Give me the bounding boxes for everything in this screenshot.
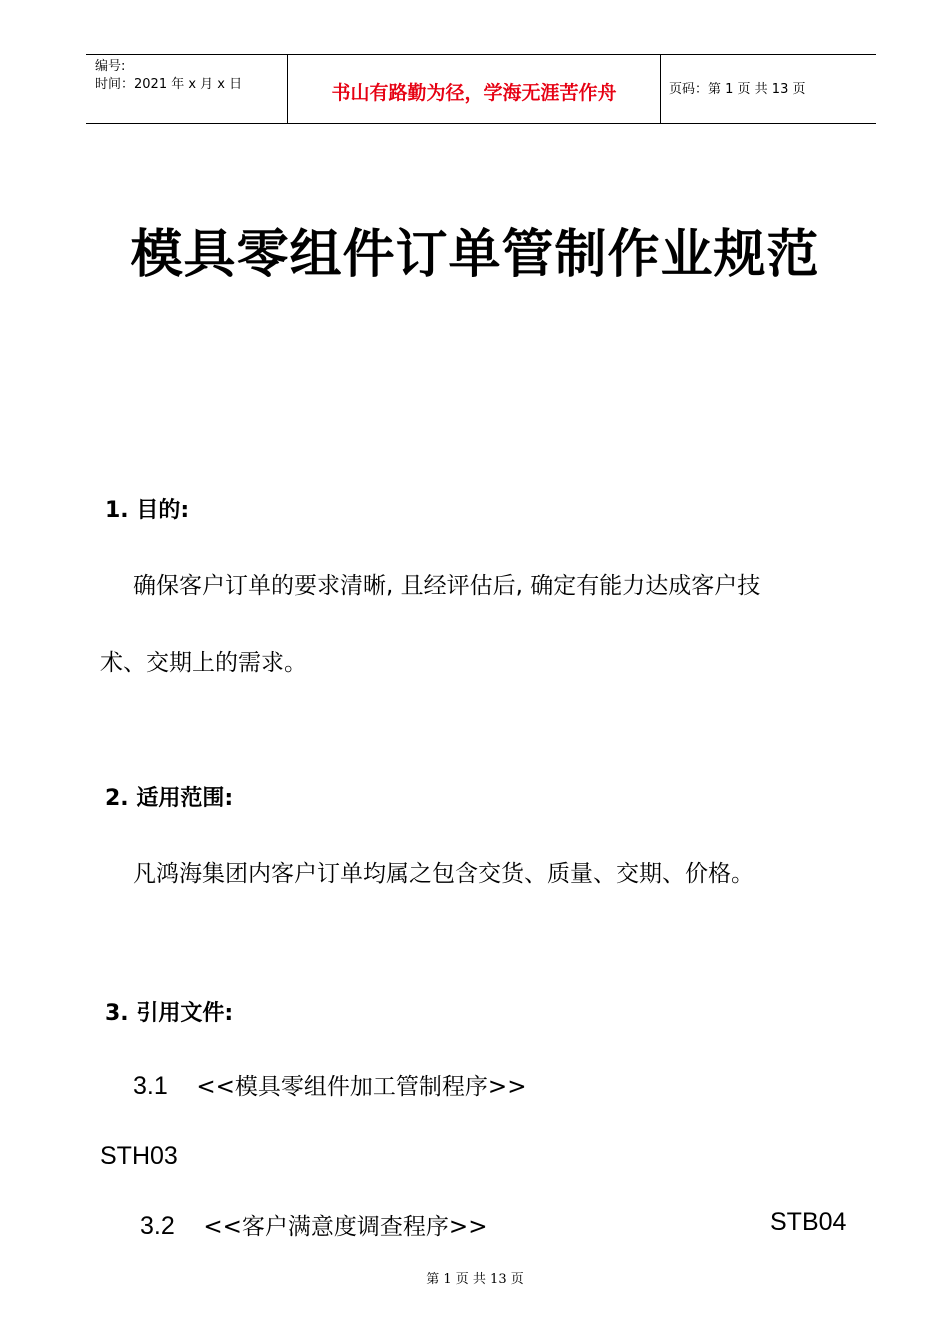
- document-date: 时间：2021 年 x 月 x 日: [95, 77, 243, 92]
- section-heading-scope: 2. 适用范围:: [105, 786, 234, 811]
- page-footer: 第 1 页 共 13 页: [426, 1272, 524, 1287]
- reference-number: 3.2: [140, 1212, 175, 1240]
- reference-name: <<模具零组件加工管制程序>>: [196, 1074, 527, 1100]
- header-motto-cell: [287, 55, 661, 123]
- purpose-text-line-1: 确保客户订单的要求清晰, 且经评估后, 确定有能力达成客户技: [133, 573, 761, 599]
- scope-text: 凡鸿海集团内客户订单均属之包含交货、质量、交期、价格。: [133, 861, 754, 887]
- document-number-label: 编号:: [95, 59, 126, 74]
- reference-item: [133, 1068, 526, 1101]
- section-heading-references: 3. 引用文件:: [105, 1001, 234, 1026]
- reference-code: STH03: [100, 1142, 178, 1170]
- header-meta-cell: [86, 55, 286, 123]
- section-heading-purpose: 1. 目的:: [105, 498, 190, 523]
- document-title: 模具零组件订单管制作业规范: [130, 225, 820, 285]
- purpose-text-line-2: 术、交期上的需求。: [100, 650, 307, 676]
- header-page-info: 页码：第 1 页 共 13 页: [669, 82, 806, 97]
- reference-number: 3.1: [133, 1072, 168, 1100]
- document-header: [86, 54, 876, 124]
- reference-name: <<客户满意度调查程序>>: [203, 1214, 488, 1240]
- reference-item: [140, 1208, 487, 1241]
- reference-code: STB04: [770, 1208, 847, 1236]
- header-motto: 书山有路勤为径，学海无涯苦作舟: [331, 82, 617, 104]
- header-page-cell: [660, 55, 876, 123]
